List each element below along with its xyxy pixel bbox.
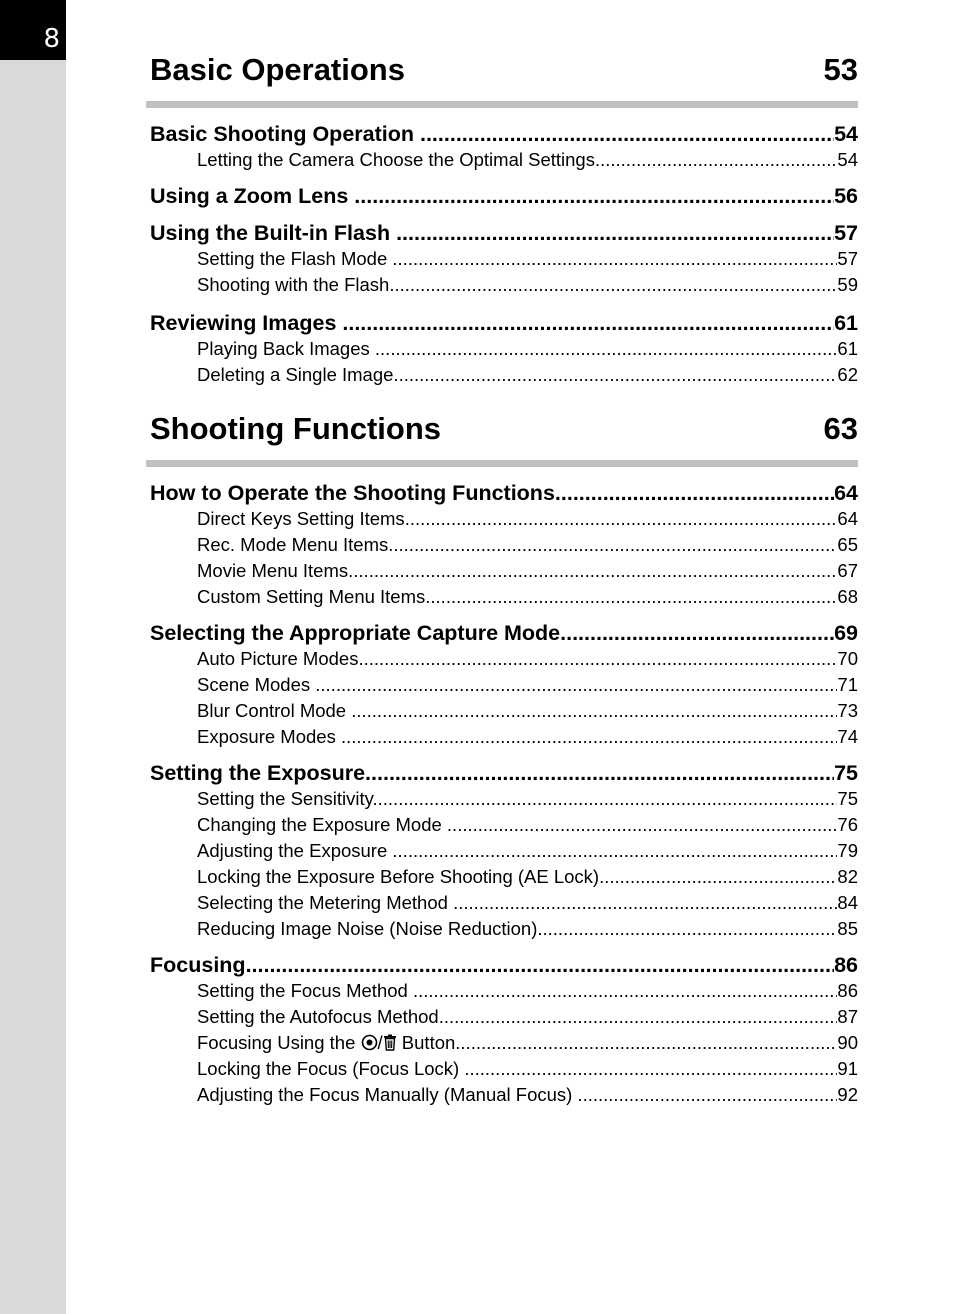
- section-title: Reviewing Images: [150, 311, 337, 335]
- toc-subsection[interactable]: [150, 1004, 858, 1030]
- subsection-title: Letting the Camera Choose the Optimal Settings: [197, 149, 595, 170]
- toc-subsection[interactable]: [150, 147, 858, 173]
- toc-subsection[interactable]: [150, 246, 858, 272]
- toc-subsection[interactable]: [150, 1056, 858, 1082]
- subsection-page: 54: [837, 149, 858, 170]
- trash-icon: [383, 1030, 397, 1056]
- subsection-title: Changing the Exposure Mode: [197, 814, 442, 835]
- focus-point-icon: [361, 1030, 378, 1056]
- subsection-title: Deleting a Single Image: [197, 364, 394, 385]
- subsection-title: Locking the Focus (Focus Lock): [197, 1058, 460, 1079]
- subsection-title: Setting the Sensitivity: [197, 788, 373, 809]
- section-page: 56: [834, 184, 858, 208]
- subsection-title: Adjusting the Exposure: [197, 840, 388, 861]
- subsection-page: 73: [837, 700, 858, 721]
- toc-subsection[interactable]: [150, 838, 858, 864]
- subsection-title: Reducing Image Noise (Noise Reduction): [197, 918, 538, 939]
- subsection-title: Adjusting the Focus Manually (Manual Focus): [197, 1084, 573, 1105]
- subsection-title: Selecting the Metering Method: [197, 892, 448, 913]
- toc-subsection[interactable]: [150, 336, 858, 362]
- chapter-heading[interactable]: [150, 411, 858, 447]
- chapter-divider: [146, 101, 858, 108]
- toc-subsection[interactable]: [150, 786, 858, 812]
- subsection-page: 76: [837, 814, 858, 835]
- toc-subsection[interactable]: [150, 272, 858, 298]
- subsection-page: 75: [837, 788, 858, 809]
- toc-subsection[interactable]: [150, 584, 858, 610]
- page-number-tab: [0, 0, 66, 60]
- subsection-title: Rec. Mode Menu Items: [197, 534, 389, 555]
- subsection-title: Custom Setting Menu Items: [197, 586, 426, 607]
- toc-subsection[interactable]: [150, 890, 858, 916]
- subsection-title: Blur Control Mode: [197, 700, 347, 721]
- toc-subsection[interactable]: [150, 646, 858, 672]
- chapter-title: Shooting Functions: [150, 411, 442, 446]
- section-title: Basic Shooting Operation: [150, 122, 414, 146]
- chapter-page: 53: [823, 52, 858, 87]
- section-title: Selecting the Appropriate Capture Mode: [150, 621, 561, 645]
- subsection-page: 61: [837, 338, 858, 359]
- table-of-contents: [150, 0, 858, 1108]
- subsection-title-prefix: Focusing Using the: [197, 1032, 361, 1053]
- subsection-page: 82: [837, 866, 858, 887]
- subsection-page: 59: [837, 274, 858, 295]
- section-title: How to Operate the Shooting Functions: [150, 481, 555, 505]
- page-number: 8: [43, 24, 60, 54]
- subsection-title: Auto Picture Modes: [197, 648, 359, 669]
- toc-subsection[interactable]: [150, 362, 858, 388]
- section-page: 86: [834, 953, 858, 977]
- section-title: Setting the Exposure: [150, 761, 366, 785]
- toc-subsection[interactable]: [150, 978, 858, 1004]
- section-page: 64: [834, 481, 858, 505]
- subsection-title: Exposure Modes: [197, 726, 336, 747]
- toc-subsection[interactable]: [150, 532, 858, 558]
- side-strip: [0, 0, 66, 1314]
- subsection-page: 84: [837, 892, 858, 913]
- subsection-page: 90: [837, 1032, 858, 1053]
- section-page: 61: [834, 311, 858, 335]
- chapter-heading[interactable]: [150, 52, 858, 88]
- subsection-page: 85: [837, 918, 858, 939]
- toc-section[interactable]: [150, 620, 858, 646]
- toc-section[interactable]: [150, 183, 858, 209]
- toc-subsection[interactable]: [150, 1082, 858, 1108]
- subsection-title: Movie Menu Items: [197, 560, 349, 581]
- subsection-page: 67: [837, 560, 858, 581]
- toc-subsection[interactable]: [150, 672, 858, 698]
- toc-subsection[interactable]: [150, 916, 858, 942]
- icon-separator: /: [377, 1032, 383, 1053]
- section-title: Using the Built-in Flash: [150, 221, 391, 245]
- subsection-page: 74: [837, 726, 858, 747]
- subsection-page: 86: [837, 980, 858, 1001]
- toc-section[interactable]: [150, 760, 858, 786]
- section-title: Focusing: [150, 953, 246, 977]
- subsection-title: Setting the Focus Method: [197, 980, 408, 1001]
- toc-section[interactable]: [150, 220, 858, 246]
- subsection-page: 92: [837, 1084, 858, 1105]
- toc-section[interactable]: [150, 121, 858, 147]
- toc-subsection[interactable]: [150, 812, 858, 838]
- subsection-title: Shooting with the Flash: [197, 274, 390, 295]
- subsection-page: 79: [837, 840, 858, 861]
- subsection-page: 91: [837, 1058, 858, 1079]
- section-page: 69: [834, 621, 858, 645]
- subsection-page: 87: [837, 1006, 858, 1027]
- subsection-page: 71: [837, 674, 858, 695]
- subsection-title: Setting the Flash Mode: [197, 248, 388, 269]
- subsection-title: Scene Modes: [197, 674, 311, 695]
- toc-subsection[interactable]: [150, 506, 858, 532]
- subsection-page: 64: [837, 508, 858, 529]
- toc-section[interactable]: [150, 310, 858, 336]
- chapter-page: 63: [823, 411, 858, 446]
- subsection-page: 62: [837, 364, 858, 385]
- subsection-page: 68: [837, 586, 858, 607]
- subsection-page: 70: [837, 648, 858, 669]
- section-page: 54: [834, 122, 858, 146]
- toc-subsection[interactable]: [150, 724, 858, 750]
- toc-subsection[interactable]: [150, 558, 858, 584]
- subsection-title: Setting the Autofocus Method: [197, 1006, 439, 1027]
- subsection-title-suffix: Button: [396, 1032, 456, 1053]
- subsection-page: 65: [837, 534, 858, 555]
- subsection-page: 57: [837, 248, 858, 269]
- toc-subsection[interactable]: [150, 1030, 858, 1056]
- chapter-title: Basic Operations: [150, 52, 405, 87]
- toc-subsection[interactable]: [150, 864, 858, 890]
- section-page: 75: [834, 761, 858, 785]
- subsection-title: Locking the Exposure Before Shooting (AE Lock): [197, 866, 600, 887]
- toc-section[interactable]: [150, 952, 858, 978]
- toc-section[interactable]: [150, 480, 858, 506]
- section-page: 57: [834, 221, 858, 245]
- toc-subsection[interactable]: [150, 698, 858, 724]
- chapter-divider: [146, 460, 858, 467]
- section-title: Using a Zoom Lens: [150, 184, 349, 208]
- subsection-title: Direct Keys Setting Items: [197, 508, 405, 529]
- subsection-title: Playing Back Images: [197, 338, 370, 359]
